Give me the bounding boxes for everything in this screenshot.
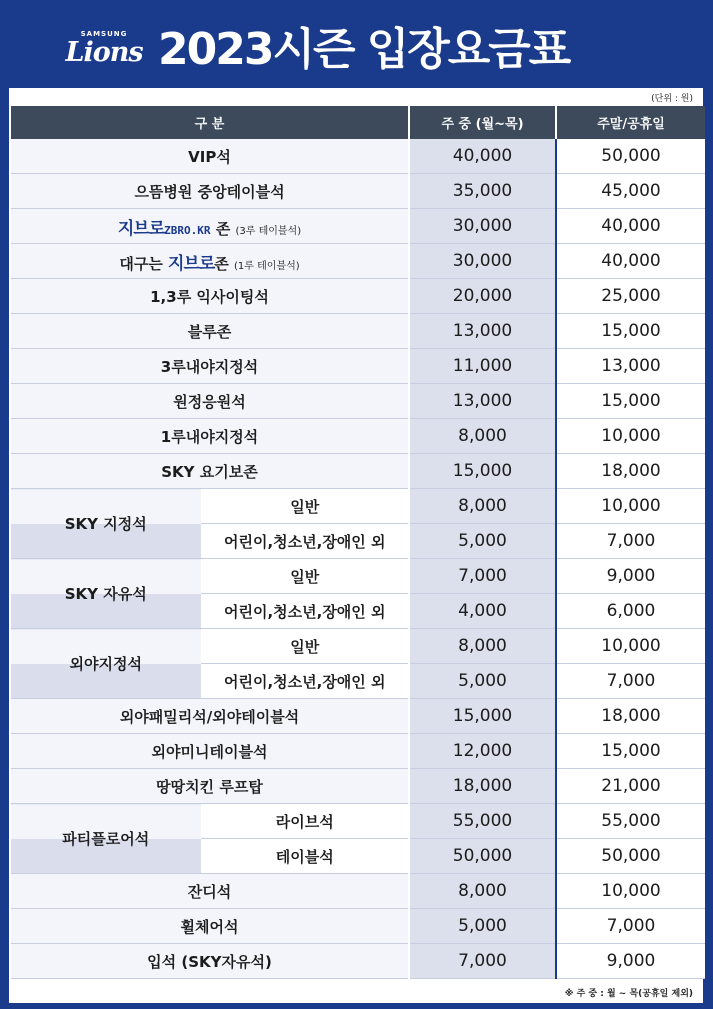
sub-label: 라이브석 <box>201 804 409 839</box>
seat-label: 블루존 <box>11 314 409 349</box>
weekday-price: 50,000 <box>409 839 556 874</box>
weekend-price: 7,000 <box>556 664 705 699</box>
seat-label: 1루내야지정석 <box>11 419 409 454</box>
sub-label: 어린이,청소년,장애인 외 <box>201 524 409 559</box>
table-row <box>11 384 705 419</box>
weekday-price: 8,000 <box>409 419 556 454</box>
table-row <box>11 174 705 209</box>
table-row <box>11 874 705 909</box>
weekend-price: 45,000 <box>556 174 705 209</box>
seat-label: 3루내야지정석 <box>11 349 409 384</box>
page-title: 2023시즌 입장요금표 <box>158 24 570 75</box>
weekend-price: 40,000 <box>556 244 705 279</box>
sub-label: 일반 <box>201 489 409 524</box>
seat-label: 잔디석 <box>11 874 409 909</box>
weekday-price: 30,000 <box>409 209 556 244</box>
weekday-price: 15,000 <box>409 454 556 489</box>
weekday-price: 7,000 <box>409 559 556 594</box>
weekday-price: 13,000 <box>409 314 556 349</box>
unit-note: (단위 : 원) <box>651 94 693 104</box>
seat-label: 외야미니테이블석 <box>11 734 409 769</box>
seat-label <box>11 209 409 244</box>
zibro-url: ZBRO.KR <box>164 223 211 237</box>
weekday-price: 18,000 <box>409 769 556 804</box>
table-header-row <box>11 106 705 139</box>
sub-label: 어린이,청소년,장애인 외 <box>201 594 409 629</box>
seat-label: 외야패밀리석/외야테이블석 <box>11 699 409 734</box>
weekend-price: 6,000 <box>556 594 705 629</box>
group-label: 파티플로어석 <box>11 804 201 874</box>
weekend-price: 10,000 <box>556 629 705 664</box>
weekday-price: 4,000 <box>409 594 556 629</box>
group-label: SKY 자유석 <box>11 559 201 629</box>
weekday-price: 15,000 <box>409 699 556 734</box>
seat-label: 으뜸병원 중앙테이블석 <box>11 174 409 209</box>
table-row <box>11 804 705 839</box>
weekend-price: 10,000 <box>556 489 705 524</box>
weekend-price: 15,000 <box>556 384 705 419</box>
table-row <box>11 314 705 349</box>
lions-logo <box>64 30 144 82</box>
weekend-price: 50,000 <box>556 139 705 174</box>
weekday-price: 20,000 <box>409 279 556 314</box>
logo-brand: SAMSUNG <box>80 30 128 38</box>
seat-label <box>11 244 409 279</box>
weekend-price: 50,000 <box>556 839 705 874</box>
zone-suffix: 존 <box>214 254 229 273</box>
table-row <box>11 279 705 314</box>
column-header-weekend: 주말/공휴일 <box>556 106 705 139</box>
weekend-price: 25,000 <box>556 279 705 314</box>
weekend-price: 10,000 <box>556 874 705 909</box>
weekday-price: 11,000 <box>409 349 556 384</box>
weekend-price: 40,000 <box>556 209 705 244</box>
weekend-price: 9,000 <box>556 559 705 594</box>
weekday-price: 30,000 <box>409 244 556 279</box>
table-row <box>11 629 705 664</box>
column-header-weekday: 주 중 (월~목) <box>409 106 556 139</box>
weekend-price: 18,000 <box>556 454 705 489</box>
weekend-price: 9,000 <box>556 944 705 979</box>
group-label: SKY 지정석 <box>11 489 201 559</box>
weekday-price: 5,000 <box>409 909 556 944</box>
column-header-category: 구 분 <box>11 106 409 139</box>
seat-label: 1,3루 익사이팅석 <box>11 279 409 314</box>
weekend-price: 21,000 <box>556 769 705 804</box>
weekend-price: 15,000 <box>556 314 705 349</box>
table-row <box>11 734 705 769</box>
weekday-price: 5,000 <box>409 664 556 699</box>
sub-label: 일반 <box>201 629 409 664</box>
weekday-price: 5,000 <box>409 524 556 559</box>
table-row <box>11 769 705 804</box>
seat-label: VIP석 <box>11 139 409 174</box>
table-row <box>11 699 705 734</box>
seat-label: 원정응원석 <box>11 384 409 419</box>
zibro-brand: 지브로 <box>117 218 165 239</box>
weekday-price: 8,000 <box>409 874 556 909</box>
weekday-price: 8,000 <box>409 489 556 524</box>
price-sheet <box>9 88 703 1003</box>
weekend-price: 13,000 <box>556 349 705 384</box>
weekend-price: 15,000 <box>556 734 705 769</box>
seat-note: (1루 테이블석) <box>234 260 300 272</box>
header <box>0 0 713 92</box>
weekend-price: 55,000 <box>556 804 705 839</box>
zone-suffix: 존 <box>210 219 231 238</box>
weekday-price: 13,000 <box>409 384 556 419</box>
table-row <box>11 209 705 244</box>
table-row <box>11 419 705 454</box>
seat-label: 입석 (SKY자유석) <box>11 944 409 979</box>
table-row <box>11 454 705 489</box>
weekday-price: 7,000 <box>409 944 556 979</box>
table-row <box>11 944 705 979</box>
weekend-price: 7,000 <box>556 524 705 559</box>
seat-note: (3루 테이블석) <box>235 225 302 237</box>
weekday-price: 55,000 <box>409 804 556 839</box>
price-table <box>11 106 705 979</box>
group-label: 외야지정석 <box>11 629 201 699</box>
table-row <box>11 489 705 524</box>
sub-label: 어린이,청소년,장애인 외 <box>201 664 409 699</box>
sub-label: 테이블석 <box>201 839 409 874</box>
table-row <box>11 559 705 594</box>
table-row <box>11 139 705 174</box>
zibro-brand: 지브로 <box>168 253 215 274</box>
label-prefix: 대구는 <box>119 254 169 273</box>
footnote: ※ 주 중 : 월 ~ 목(공휴일 제외) <box>564 989 693 999</box>
logo-team: Lions <box>65 37 143 68</box>
sub-label: 일반 <box>201 559 409 594</box>
weekend-price: 18,000 <box>556 699 705 734</box>
seat-label: 휠체어석 <box>11 909 409 944</box>
weekend-price: 10,000 <box>556 419 705 454</box>
table-row <box>11 244 705 279</box>
seat-label: 땅땅치킨 루프탑 <box>11 769 409 804</box>
table-row <box>11 909 705 944</box>
seat-label: SKY 요기보존 <box>11 454 409 489</box>
weekday-price: 40,000 <box>409 139 556 174</box>
weekday-price: 8,000 <box>409 629 556 664</box>
weekday-price: 35,000 <box>409 174 556 209</box>
weekend-price: 7,000 <box>556 909 705 944</box>
weekday-price: 12,000 <box>409 734 556 769</box>
table-row <box>11 349 705 384</box>
table-body <box>11 139 705 979</box>
